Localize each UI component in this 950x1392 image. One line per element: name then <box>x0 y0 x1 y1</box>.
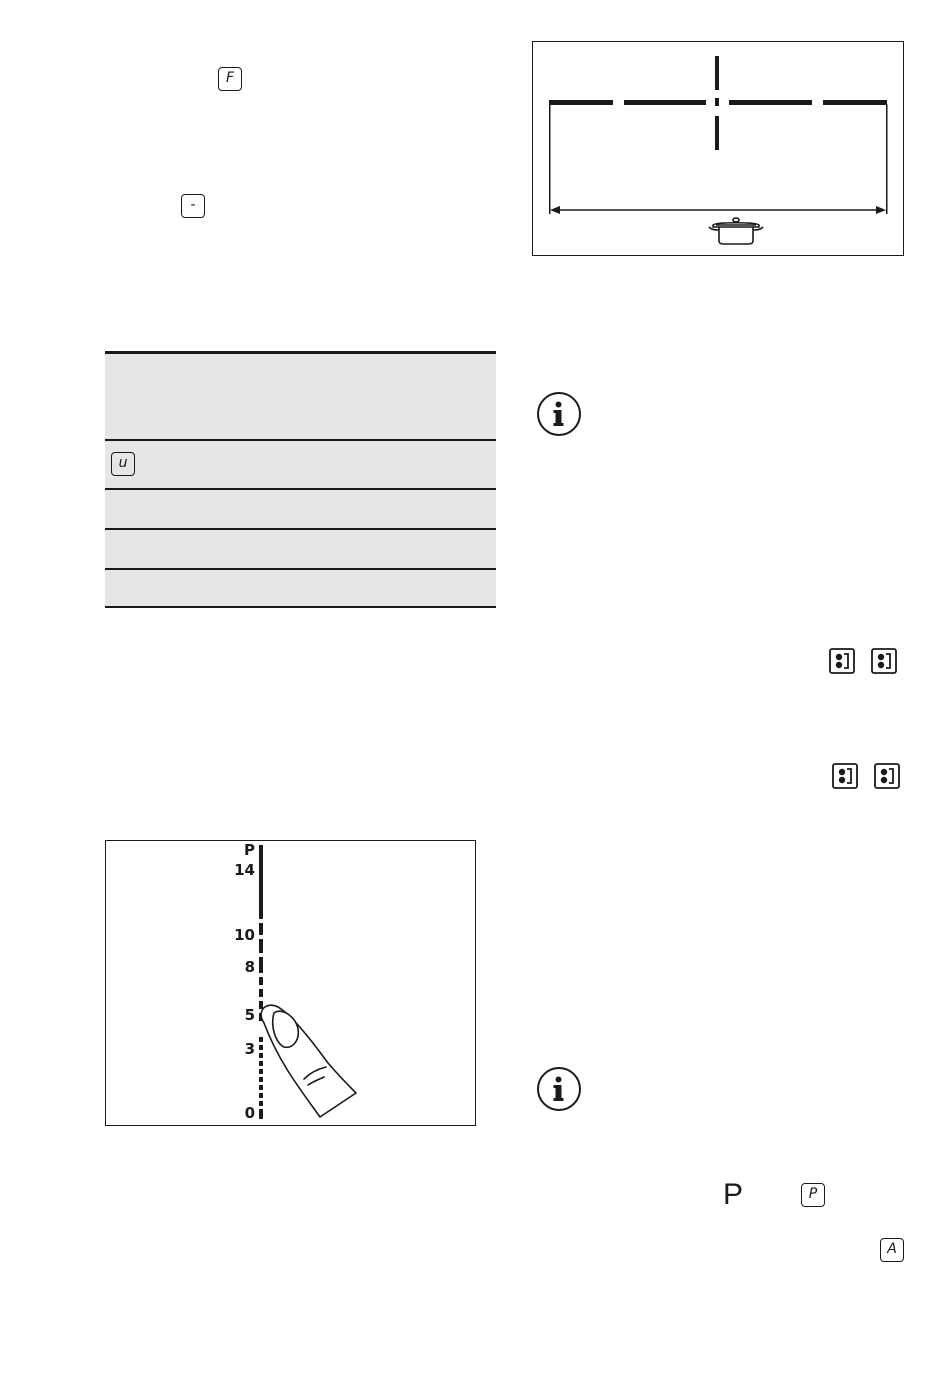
slider-drawing <box>106 841 474 1124</box>
cooking-zone-drawing <box>533 42 902 254</box>
scale-label-14: 14 <box>234 861 255 879</box>
table-bottom-rule <box>105 606 496 608</box>
scale-label-0: 0 <box>244 1104 255 1122</box>
zone-select-icon <box>829 648 855 674</box>
p-symbol-plain: P <box>723 1178 744 1211</box>
scale-label-3: 3 <box>244 1040 255 1058</box>
zone-select-icon <box>871 648 897 674</box>
table-row <box>105 570 496 607</box>
cooking-zone-illustration <box>532 41 904 256</box>
zone-select-icon <box>832 763 858 789</box>
zone-select-icon <box>874 763 900 789</box>
scale-label-8: 8 <box>244 958 255 976</box>
f-display-symbol: F <box>218 67 242 91</box>
info-icon <box>537 1067 581 1111</box>
table-row <box>105 490 496 528</box>
table-row <box>105 441 496 488</box>
table-row <box>105 530 496 568</box>
scale-label-5: 5 <box>244 1006 255 1024</box>
info-icon <box>537 392 581 436</box>
dash-display-symbol: - <box>181 194 205 218</box>
u-display-symbol: u <box>111 452 135 476</box>
p-display-symbol: P <box>801 1183 825 1207</box>
table-header <box>105 354 496 440</box>
a-display-symbol: A <box>880 1238 904 1262</box>
scale-label-10: 10 <box>234 926 255 944</box>
scale-label-p: P <box>244 841 255 859</box>
power-slider-illustration <box>105 840 476 1126</box>
